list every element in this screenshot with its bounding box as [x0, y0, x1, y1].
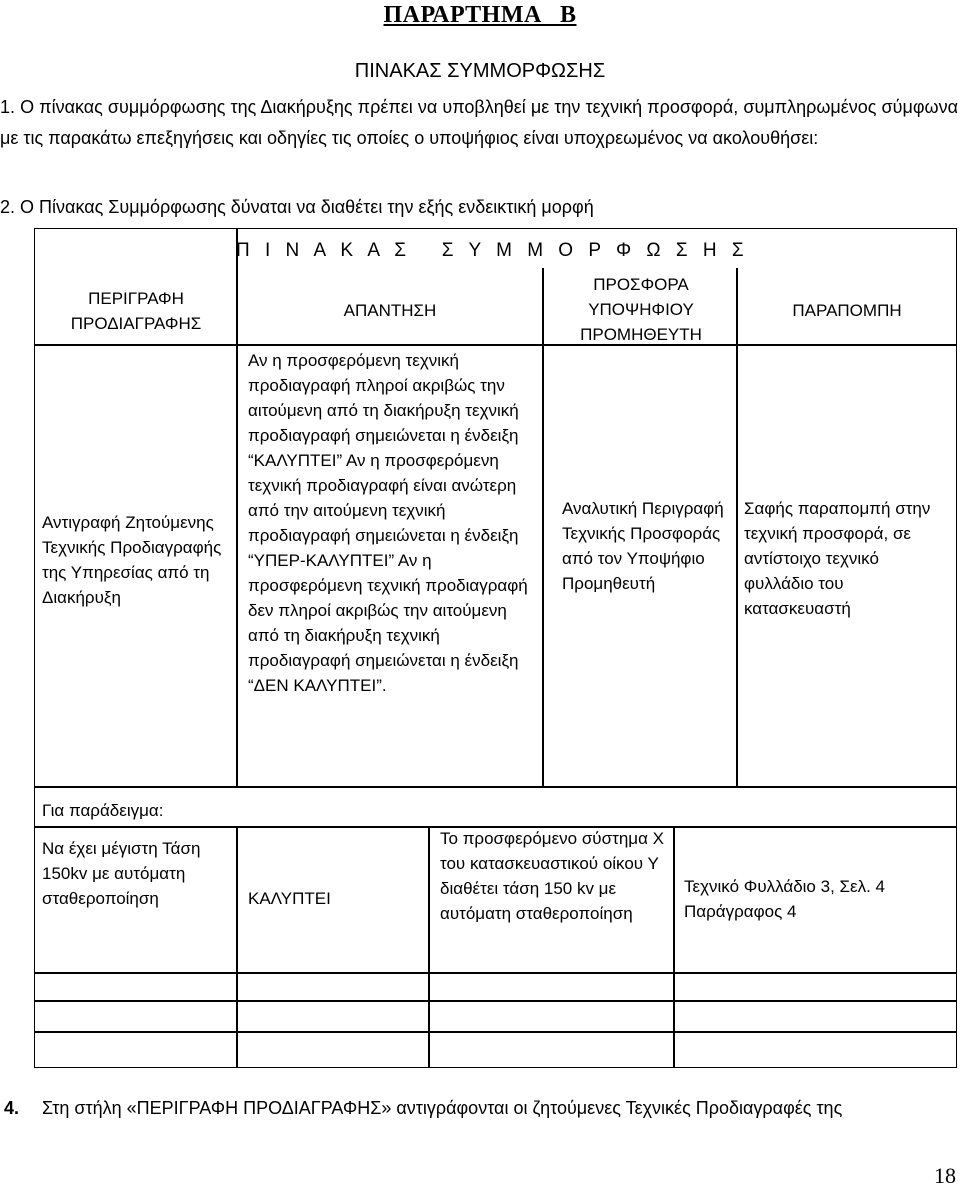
table-divider	[34, 344, 236, 346]
instruction-reference: Σαφής παραπομπή στην τεχνική προσφορά, σε αντίστοιχο τεχνικό φυλλάδιο του κατασκευαστή	[744, 499, 931, 618]
example-answer: ΚΑΛΥΠΤΕΙ	[248, 889, 331, 908]
paragraph-4-number: 4.	[4, 1098, 20, 1118]
table-divider	[34, 1000, 957, 1002]
page-number: 18	[934, 1163, 956, 1188]
table-divider	[34, 786, 957, 788]
instruction-answer: Αν η προσφερόμενη τεχνική προδιαγραφή πληροί ακριβώς την αιτούμενη από τη διακήρυξη τεχνική προδιαγραφή σημειώνεται η ένδειξη “ΚΑΛΥΠΤΕΙ” Αν η προσφερόμενη τεχνική προδιαγραφή είναι ανώτερη από την αιτούμενη τεχνική προδιαγραφή σημειώνεται η ένδειξη “ΥΠΕΡ-ΚΑΛΥΠΤΕΙ” Αν η προσφερόμενη τεχνική προδιαγραφή δεν πληροί ακριβώς την αιτούμενη από τη διακήρυξη τεχνική προδιαγραφή σημειώνεται η ένδειξη “ΔΕΝ ΚΑΛΥΠΤΕΙ”.	[248, 351, 528, 695]
paragraph-4-text: Στη στήλη «ΠΕΡΙΓΡΑΦΗ ΠΡΟΔΙΑΓΡΑΦΗΣ» αντιγράφονται οι ζητούμενες Τεχνικές Προδιαγραφές της	[42, 1098, 843, 1118]
paragraph-2-text: Ο Πίνακας Συμμόρφωσης δύναται να διαθέτει την εξής ενδεικτική μορφή	[20, 197, 594, 217]
paragraph-1-text: Ο πίνακας συμμόρφωσης της Διακήρυξης πρέπει να υποβληθεί με την τεχνική προσφορά, συμπληρωμένος σύμφωνα με τις παρακάτω επεξηγήσεις και οδηγίες τις οποίες ο υποψήφιος είναι υποχρεωμένος να ακολουθήσει:	[0, 97, 958, 148]
example-label: Για παράδειγμα:	[42, 801, 164, 820]
section-heading: ΠΙΝΑΚΑΣ ΣΥΜΜΟΡΦΩΣΗΣ	[354, 60, 606, 82]
table-divider	[542, 268, 544, 786]
table-divider	[236, 228, 238, 786]
table-title: Π Ι Ν Α Κ Α Σ Σ Υ Μ Μ Ο Ρ Φ Ω Σ Η Σ	[236, 240, 749, 261]
instruction-offer: Αναλυτική Περιγραφή Τεχνικής Προσφοράς από τον Υποψήφιο Προμηθευτή	[562, 499, 724, 593]
example-offer: Το προσφερόμενο σύστημα Χ του κατασκευαστικού οίκου Υ διαθέτει τάση 150 kv με αυτόματη σταθεροποίηση	[440, 829, 664, 923]
instruction-description: Αντιγραφή Ζητούμενης Τεχνικής Προδιαγραφής της Υπηρεσίας από τη Διακήρυξη	[42, 513, 222, 607]
paragraph-2	[0, 192, 958, 223]
table-divider	[34, 972, 957, 974]
header-offer: ΠΡΟΣΦΟΡΑ ΥΠΟΨΗΦΙΟΥ ΠΡΟΜΗΘΕΥΤΗ	[580, 275, 702, 344]
paragraph-1	[0, 92, 958, 154]
table-divider	[736, 268, 738, 786]
example-reference: Τεχνικό Φυλλάδιο 3, Σελ. 4 Παράγραφος 4	[684, 877, 886, 921]
header-reference: ΠΑΡΑΠΟΜΠΗ	[792, 301, 902, 320]
table-divider	[34, 1031, 957, 1033]
paragraph-1-number: 1.	[0, 97, 16, 117]
example-description: Να έχει μέγιστη Τάση 150kv με αυτόματη σταθεροποίηση	[42, 839, 201, 908]
header-answer: ΑΠΑΝΤΗΣΗ	[343, 301, 437, 320]
header-description: ΠΕΡΙΓΡΑΦΗ ΠΡΟΔΙΑΓΡΑΦΗΣ	[70, 289, 202, 333]
paragraph-4	[4, 1093, 960, 1124]
annex-title: ΠΑΡΑΡΤΗΜΑ Β	[383, 2, 577, 28]
paragraph-2-number: 2.	[0, 197, 16, 217]
